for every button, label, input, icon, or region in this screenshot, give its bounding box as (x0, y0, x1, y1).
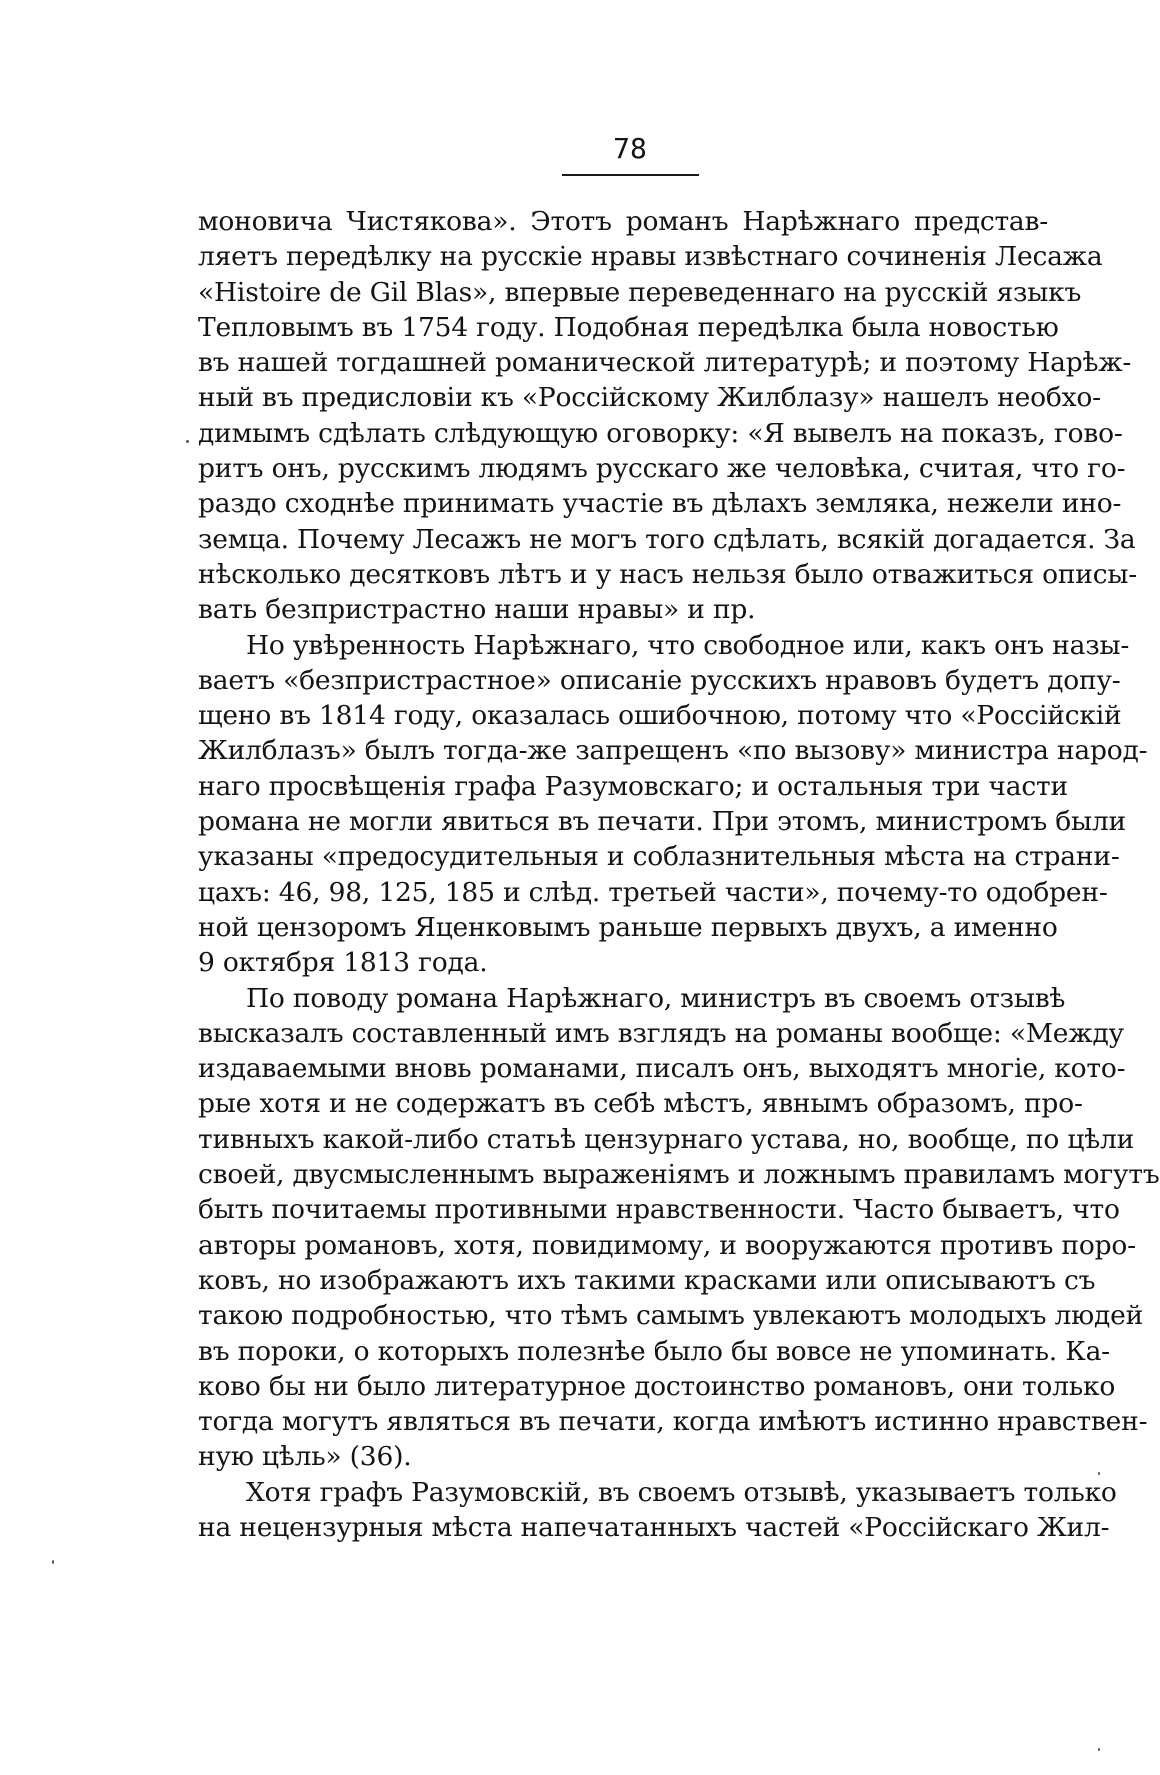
text-line: щено въ 1814 году, оказалась ошибочною, потому что «Россійскій (198, 700, 1122, 732)
scan-speck (186, 440, 189, 443)
text-line: издаваемыми вновь романами, писалъ онъ, выходятъ многіе, кото- (198, 1053, 1126, 1085)
text-line: тивныхъ какой-либо статьѣ цензурнаго устава, но, вообще, по цѣли (198, 1123, 1135, 1155)
body-text (198, 204, 1160, 1545)
text-line: тогда могутъ являться въ печати, когда имѣютъ истинно нравствен- (198, 1406, 1148, 1438)
text-line: ный въ предисловіи къ «Россійскому Жилблазу» нашелъ необхо- (198, 382, 1101, 414)
text-line: въ пороки, о которыхъ полезнѣе было бы вовсе не упоминать. Ка- (198, 1335, 1110, 1367)
text-line: «Histoire de Gil Blas», впервые переведеннаго на русскій языкъ (198, 276, 1082, 308)
text-line: ково бы ни было литературное достоинство романовъ, они только (198, 1370, 1116, 1402)
text-line: указаны «предосудительныя и соблазнительныя мѣста на страни- (198, 841, 1120, 873)
text-line: ритъ онъ, русскимъ людямъ русскаго же человѣка, считая, что го- (198, 453, 1126, 485)
text-line: ной цензоромъ Яценковымъ раньше первыхъ двухъ, а именно (198, 911, 1058, 943)
text-line: Тепловымъ въ 1754 году. Подобная передѣлка была новостью (198, 311, 1059, 343)
text-line: ваетъ «безпристрастное» описаніе русскихъ нравовъ будетъ допу- (198, 664, 1121, 696)
page-number: 78 (613, 132, 647, 165)
paragraph-3 (198, 981, 1160, 1475)
paragraph-4 (198, 1475, 1117, 1546)
text-line: ковъ, но изображаютъ ихъ такими красками или описываютъ съ (198, 1264, 1096, 1296)
text-line: 9 октября 1813 года. (198, 947, 488, 979)
text-line: романа не могли явиться въ печати. При этомъ, министромъ были (198, 806, 1126, 838)
text-line: цахъ: 46, 98, 125, 185 и слѣд. третьей части», почему-то одобрен- (198, 876, 1108, 908)
text-line: По поводу романа Нарѣжнаго, министръ въ своемъ отзывѣ (246, 982, 1066, 1014)
text-line: въ нашей тогдашней романической литературѣ; и поэтому Нарѣж- (198, 347, 1132, 379)
scan-speck (1098, 1748, 1100, 1751)
text-line: вать безпристрастно наши нравы» и пр. (198, 594, 756, 626)
text-line: авторы романовъ, хотя, повидимому, и вооружаются противъ поро- (198, 1229, 1136, 1261)
scan-speck (1098, 1472, 1100, 1475)
text-line: димымъ сдѣлать слѣдующую оговорку: «Я вывелъ на показъ, гово- (198, 417, 1123, 449)
text-line: ную цѣль» (36). (198, 1441, 412, 1473)
paragraph-1 (198, 204, 1138, 628)
text-line: своей, двусмысленнымъ выраженіямъ и ложнымъ правиламъ могутъ (198, 1159, 1160, 1191)
text-line: высказалъ составленный имъ взглядъ на романы вообще: «Между (198, 1017, 1124, 1049)
text-line: земца. Почему Лесажъ не могъ того сдѣлать, всякій догадается. За (198, 523, 1136, 555)
text-line: Но увѣренность Нарѣжнаго, что свободное или, какъ онъ назы- (246, 629, 1130, 661)
text-line: ляетъ передѣлку на русскіе нравы извѣстнаго сочиненія Лесажа (198, 241, 1103, 273)
text-line: рые хотя и не содержатъ въ себѣ мѣстъ, явнымъ образомъ, про- (198, 1088, 1083, 1120)
text-line: моновича Чистякова». Этотъ романъ Нарѣжнаго представ- (198, 206, 1048, 237)
text-line: Хотя графъ Разумовскій, въ своемъ отзывѣ, указываетъ только (246, 1476, 1117, 1508)
text-line: такою подробностью, что тѣмъ самымъ увлекаютъ молодыхъ людей (198, 1300, 1144, 1332)
page-number-rule (562, 174, 699, 176)
text-line: быть почитаемы противными нравственности. Часто бываетъ, что (198, 1194, 1120, 1226)
text-line: наго просвѣщенія графа Разумовскаго; и остальныя три части (198, 770, 1068, 802)
scan-speck (52, 1560, 54, 1564)
text-line: раздо сходнѣе принимать участіе въ дѣлахъ земляка, нежели ино- (198, 488, 1122, 520)
text-line: на нецензурныя мѣста напечатанныхъ частей «Россійскаго Жил- (198, 1511, 1110, 1543)
paragraph-2 (198, 628, 1148, 981)
text-line: нѣсколько десятковъ лѣтъ и у насъ нельзя было отважиться описы- (198, 558, 1138, 590)
text-line: Жилблазъ» былъ тогда-же запрещенъ «по вызову» министра народ- (198, 735, 1148, 767)
